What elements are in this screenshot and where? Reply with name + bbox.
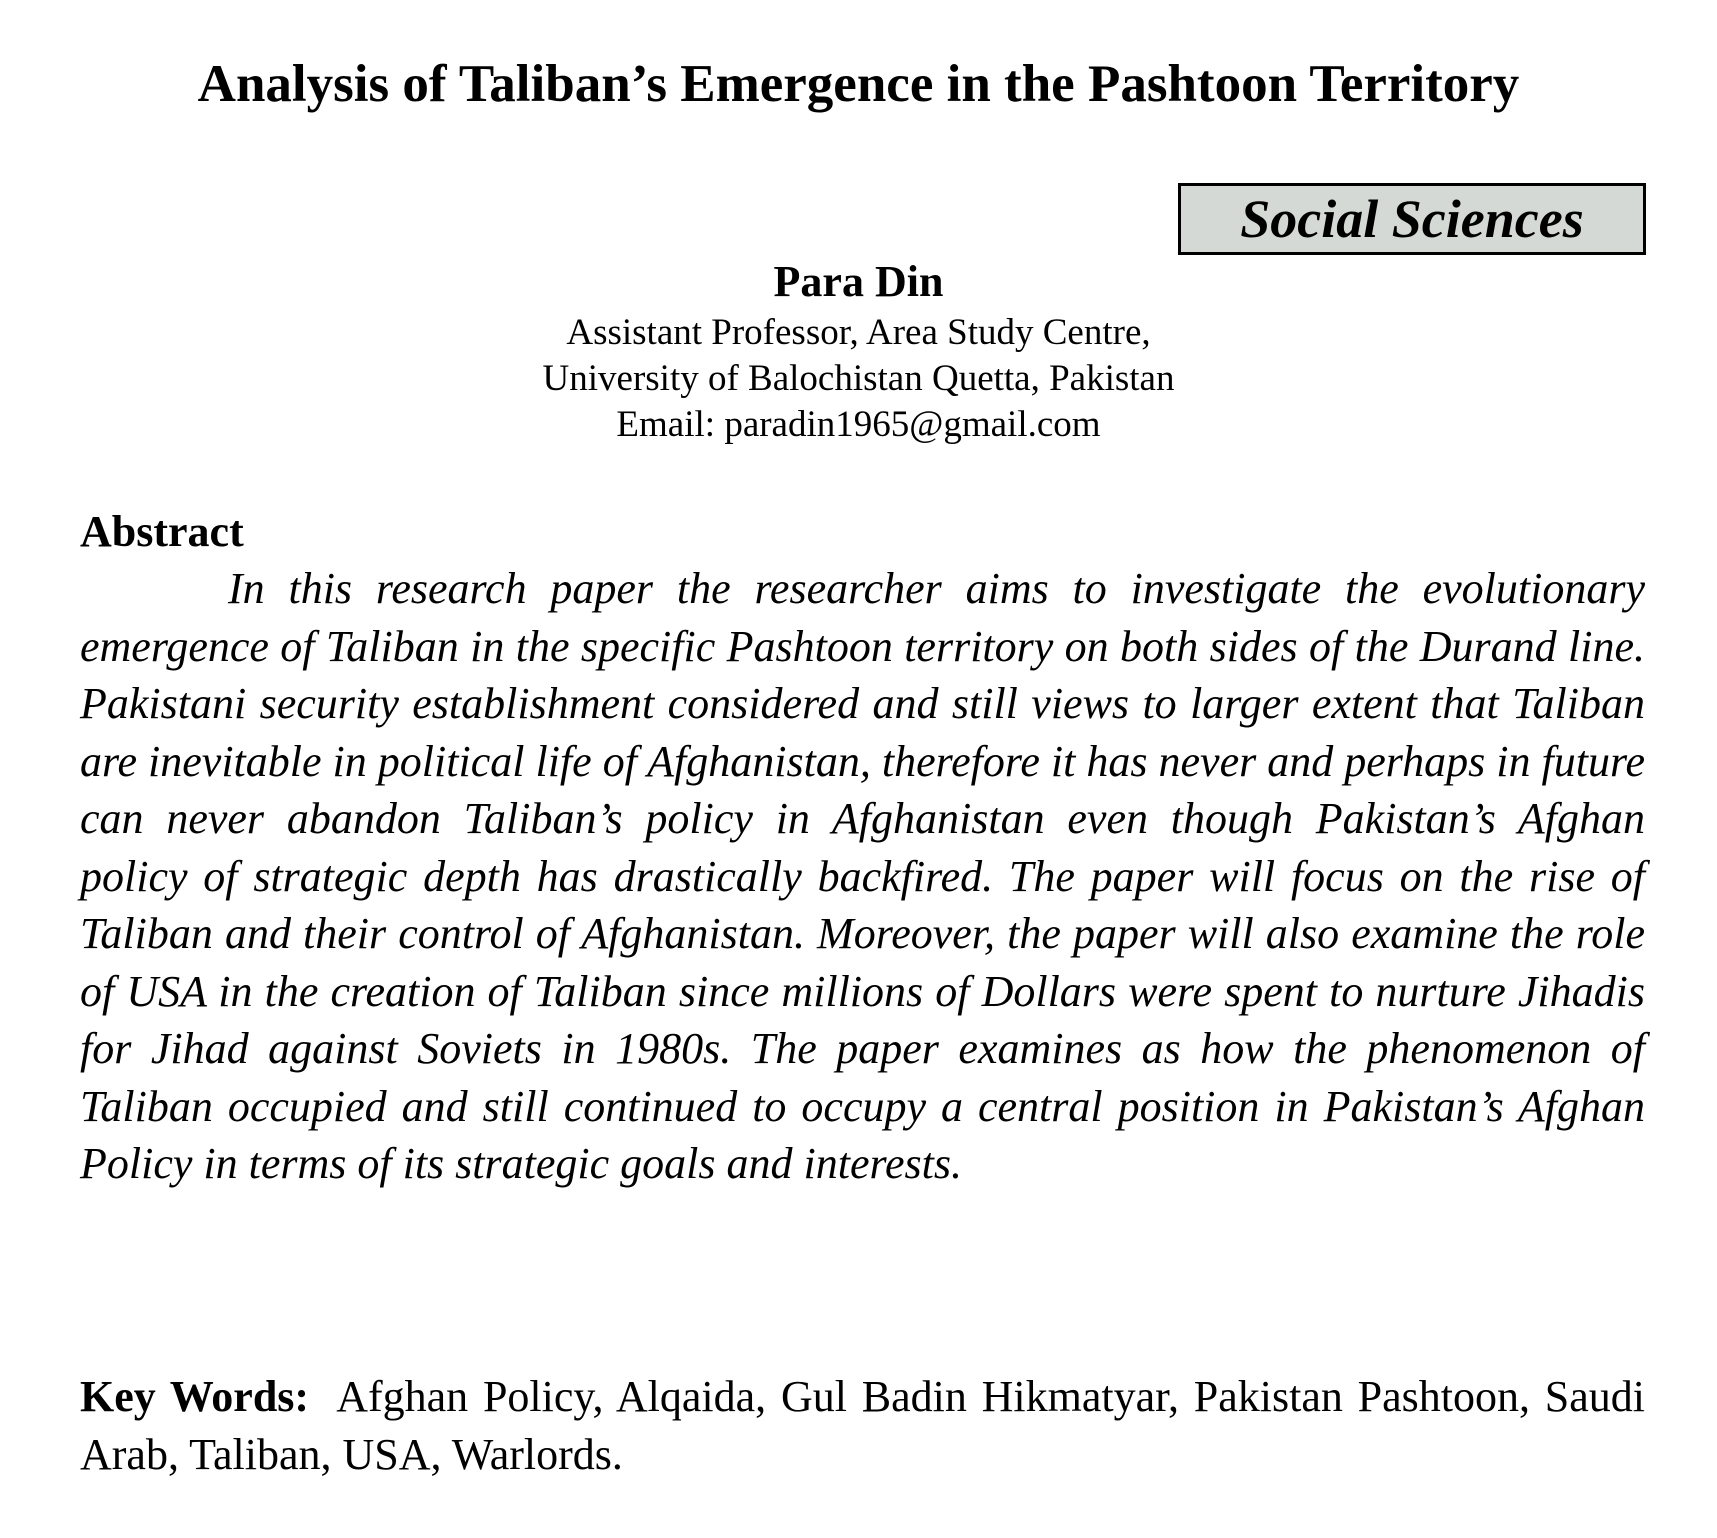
keywords-paragraph <box>80 1368 1645 1484</box>
keywords-text: Afghan Policy, Alqaida, Gul Badin Hikmatyar, Pakistan Pashtoon, Saudi Arab, Taliban, USA, Warlords. <box>80 1372 1646 1479</box>
author-name: Para Din <box>773 257 944 306</box>
abstract-heading: Abstract <box>80 507 244 556</box>
author-affiliation-line2: University of Balochistan Quetta, Pakistan <box>542 358 1175 399</box>
author-block <box>0 254 1717 448</box>
keywords-label: Key Words: <box>80 1372 310 1421</box>
author-affiliation-line1: Assistant Professor, Area Study Centre, <box>566 312 1151 353</box>
abstract-text: In this research paper the researcher aims to investigate the evolutionary emergence of Taliban in the specific Pashtoon territory on both sides of the Durand line. Pakistani security establishment considered and still views to larger extent that Taliban are inevitable in political life of Afghanistan, therefore it has never and perhaps in future can never abandon Taliban’s policy in Afghanistan even though Pakistan’s Afghan policy of strategic depth has drastically backfired. The paper will focus on the rise of Taliban and their control of Afghanistan. Moreover, the paper will also examine the role of USA in the creation of Taliban since millions of Dollars were spent to nurture Jihadis for Jihad against Soviets in 1980s. The paper examines as how the phenomenon of Taliban occupied and still continued to occupy a central position in Pakistan’s Afghan Policy in terms of its strategic goals and interests. <box>80 564 1645 1188</box>
section-label-box: Social Sciences <box>1178 183 1646 255</box>
author-email: Email: paradin1965@gmail.com <box>616 404 1101 445</box>
paper-title: Analysis of Taliban’s Emergence in the Pashtoon Territory <box>197 55 1520 113</box>
